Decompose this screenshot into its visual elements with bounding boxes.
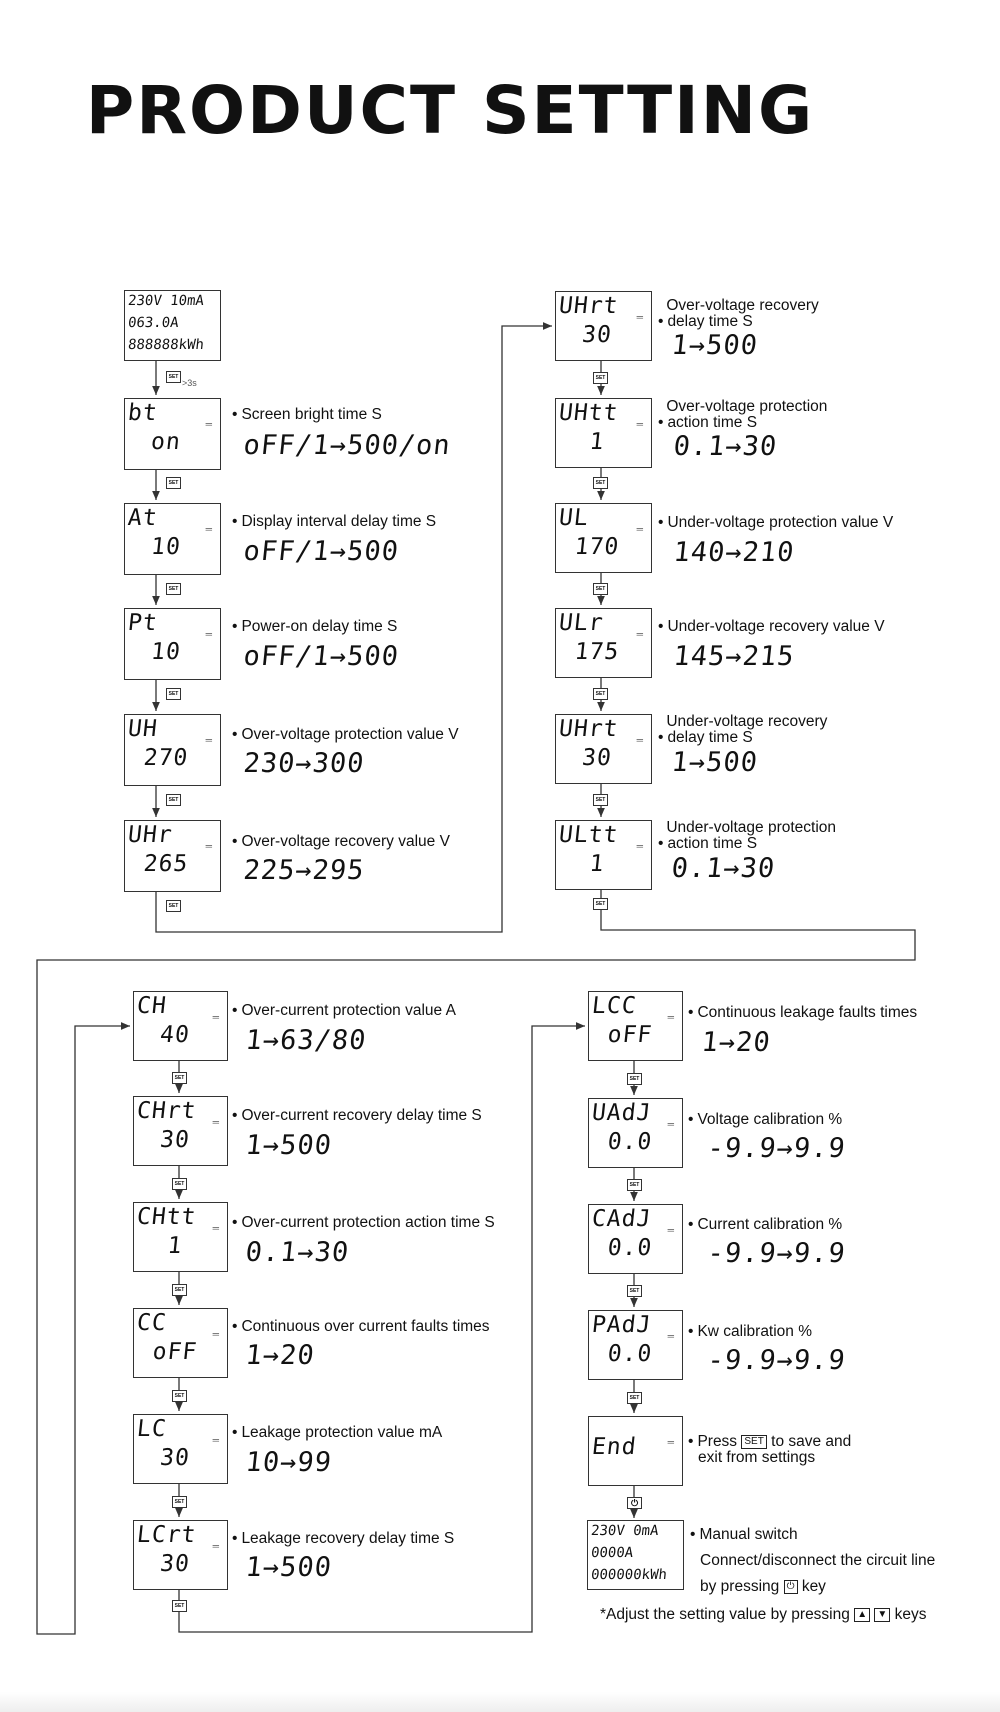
menu-symbol: ═ (636, 841, 643, 851)
label-uh: • Over-voltage protection value V (232, 726, 459, 743)
label-uhrt-1: Over-voltage recovery • delay time S (658, 297, 819, 330)
value-uhr: 225→295 (242, 855, 367, 886)
label-end: • Press SET to save and exit from settings (688, 1433, 852, 1466)
lcd-code: UL (557, 505, 591, 531)
set-key-icon: SET (593, 372, 608, 384)
lcd-code: bt (126, 400, 160, 426)
lcd-value: oFF (606, 1022, 654, 1048)
lcd-cc (133, 1308, 228, 1378)
set-key-icon: SET (172, 1284, 187, 1296)
lcd-value: 1 (588, 851, 606, 877)
value-ultt: 0.1→30 (670, 853, 777, 884)
lcd-end (588, 1416, 683, 1486)
value-chtt: 0.1→30 (244, 1237, 351, 1268)
menu-symbol: ═ (212, 1541, 219, 1551)
lcd-at (124, 503, 221, 575)
lcd-ulr (555, 608, 652, 678)
value-lc: 10→99 (244, 1447, 334, 1478)
value-cc: 1→20 (244, 1340, 317, 1371)
lcd-value: 0.0 (606, 1129, 654, 1155)
home-row3: 888888kWh (127, 337, 205, 353)
menu-symbol: ═ (636, 419, 643, 429)
set-key-icon: SET (593, 583, 608, 595)
page-title: PRODUCT SETTING (85, 72, 815, 149)
lcd-value: 40 (158, 1022, 192, 1048)
value-at: oFF/1→500 (242, 536, 401, 567)
lcd-value: 30 (158, 1551, 192, 1577)
lcd-code: UHrt (557, 293, 620, 319)
value-ul: 140→210 (672, 537, 797, 568)
value-uadj: -9.9→9.9 (706, 1133, 848, 1164)
label-ul: • Under-voltage protection value V (658, 514, 894, 531)
menu-symbol: ═ (667, 1331, 674, 1341)
manual-row1: 230V 0mA (590, 1523, 660, 1539)
value-uhtt-1: 0.1→30 (672, 431, 779, 462)
label-cc: • Continuous over current faults times (232, 1318, 490, 1335)
lcd-value: on (149, 429, 183, 455)
lcd-code: CAdJ (590, 1206, 653, 1232)
lcd-code: ULr (557, 610, 605, 636)
lcd-uhrt-2 (555, 714, 652, 784)
lcd-code: LCC (590, 993, 638, 1019)
lcd-value: 30 (158, 1445, 192, 1471)
lcd-code: LCrt (135, 1522, 198, 1548)
lcd-cadj (588, 1204, 683, 1274)
lcd-value: 1 (588, 429, 606, 455)
lcd-code: PAdJ (590, 1312, 653, 1338)
lcd-value: 30 (580, 745, 614, 771)
lcd-value: 30 (580, 322, 614, 348)
manual-row2: 0000A (590, 1545, 634, 1561)
power-key-icon: ⏻ (784, 1580, 798, 1594)
lcd-code: End (590, 1434, 638, 1460)
power-key-icon: ⏻ (627, 1497, 642, 1509)
label-lcc: • Continuous leakage faults times (688, 1004, 918, 1021)
lcd-code: ULtt (557, 822, 620, 848)
set-key-icon: SET (166, 477, 181, 489)
lcd-uhr (124, 820, 221, 892)
menu-symbol: ═ (212, 1223, 219, 1233)
lcd-padj (588, 1310, 683, 1380)
menu-symbol: ═ (205, 419, 212, 429)
set-key-icon: SET (593, 794, 608, 806)
label-uhtt-1: Over-voltage protection • action time S (658, 398, 828, 431)
lcd-pt (124, 608, 221, 680)
lcd-value: 265 (142, 851, 190, 877)
manual-display (587, 1520, 684, 1590)
lcd-value: 175 (573, 639, 621, 665)
lcd-ul (555, 503, 652, 573)
lcd-lcrt (133, 1520, 228, 1590)
set-key-icon: SET (166, 900, 181, 912)
value-uhrt-2: 1→500 (670, 747, 760, 778)
menu-symbol: ═ (667, 1119, 674, 1129)
home-row2: 063.0A (127, 315, 180, 331)
value-bt: oFF/1→500/on (242, 430, 453, 461)
lcd-uhrt-1 (555, 291, 652, 361)
lcd-chtt (133, 1202, 228, 1272)
lcd-code: Pt (126, 610, 160, 636)
set-key-icon: SET (593, 477, 608, 489)
lcd-code: UHr (126, 822, 174, 848)
menu-symbol: ═ (205, 629, 212, 639)
label-chtt: • Over-current protection action time S (232, 1214, 495, 1231)
footnote: *Adjust the setting value by pressing ▲ ▼ keys (600, 1606, 927, 1623)
set-key-icon: SET (166, 794, 181, 806)
lcd-value: oFF (151, 1339, 199, 1365)
label-padj: • Kw calibration % (688, 1323, 813, 1340)
lcd-lc (133, 1414, 228, 1484)
value-ulr: 145→215 (672, 641, 797, 672)
set-key-icon: SET (172, 1178, 187, 1190)
lcd-code: CC (135, 1310, 169, 1336)
lcd-ch (133, 991, 228, 1061)
lcd-code: UAdJ (590, 1100, 653, 1126)
manual-row3: 000000kWh (590, 1567, 668, 1583)
label-bt: • Screen bright time S (232, 406, 382, 423)
menu-symbol: ═ (636, 312, 643, 322)
value-lcrt: 1→500 (244, 1552, 334, 1583)
label-uhrt-2: Under-voltage recovery • delay time S (658, 713, 828, 746)
set-key-icon: SET (172, 1390, 187, 1402)
lcd-code: UHtt (557, 400, 620, 426)
set-key-icon: SET (172, 1600, 187, 1612)
value-uhrt-1: 1→500 (670, 330, 760, 361)
lcd-value: 270 (142, 745, 190, 771)
hold-time: >3s (182, 378, 197, 388)
label-ultt: Under-voltage protection • action time S (658, 819, 837, 852)
label-uhr: • Over-voltage recovery value V (232, 833, 450, 850)
set-key-icon: SET (593, 898, 608, 910)
set-key-icon: SET (166, 688, 181, 700)
set-key-icon: SET (172, 1072, 187, 1084)
up-key-icon: ▲ (854, 1608, 870, 1622)
lcd-code: CHrt (135, 1098, 198, 1124)
lcd-code: At (126, 505, 160, 531)
set-key-icon: SET (593, 688, 608, 700)
value-chrt: 1→500 (244, 1130, 334, 1161)
menu-symbol: ═ (667, 1437, 674, 1447)
menu-symbol: ═ (212, 1012, 219, 1022)
lcd-value: 0.0 (606, 1341, 654, 1367)
set-key-icon: SET (172, 1496, 187, 1508)
label-cadj: • Current calibration % (688, 1216, 843, 1233)
label-at: • Display interval delay time S (232, 513, 437, 530)
menu-symbol: ═ (205, 524, 212, 534)
footer-shade (0, 1692, 1000, 1712)
value-uh: 230→300 (242, 748, 367, 779)
home-row1: 230V 10mA (127, 293, 205, 309)
lcd-value: 10 (149, 534, 183, 560)
label-ch: • Over-current protection value A (232, 1002, 456, 1019)
lcd-bt (124, 398, 221, 470)
lcd-code: LC (135, 1416, 169, 1442)
menu-symbol: ═ (212, 1435, 219, 1445)
lcd-code: CHtt (135, 1204, 198, 1230)
label-lc: • Leakage protection value mA (232, 1424, 443, 1441)
value-lcc: 1→20 (700, 1027, 773, 1058)
label-chrt: • Over-current recovery delay time S (232, 1107, 482, 1124)
lcd-lcc (588, 991, 683, 1061)
set-key-icon: SET (741, 1435, 766, 1449)
lcd-uhtt-1 (555, 398, 652, 468)
down-key-icon: ▼ (874, 1608, 890, 1622)
label-uadj: • Voltage calibration % (688, 1111, 843, 1128)
set-key-icon: SET (627, 1073, 642, 1085)
lcd-value: 30 (158, 1127, 192, 1153)
value-pt: oFF/1→500 (242, 641, 401, 672)
set-key-icon: SET (627, 1285, 642, 1297)
menu-symbol: ═ (205, 735, 212, 745)
label-lcrt: • Leakage recovery delay time S (232, 1530, 455, 1547)
lcd-uh (124, 714, 221, 786)
set-key-icon: SET (166, 583, 181, 595)
label-ulr: • Under-voltage recovery value V (658, 618, 885, 635)
menu-symbol: ═ (636, 524, 643, 534)
lcd-code: UHrt (557, 716, 620, 742)
value-cadj: -9.9→9.9 (706, 1238, 848, 1269)
home-display (124, 290, 221, 361)
label-pt: • Power-on delay time S (232, 618, 398, 635)
set-key-icon: SET (627, 1179, 642, 1191)
set-key-icon: SET (627, 1392, 642, 1404)
menu-symbol: ═ (205, 841, 212, 851)
lcd-chrt (133, 1096, 228, 1166)
menu-symbol: ═ (636, 735, 643, 745)
lcd-value: 10 (149, 639, 183, 665)
label-manual: • Manual switch Connect/disconnect the circuit line by pressing ⏻ key (690, 1526, 936, 1595)
menu-symbol: ═ (212, 1329, 219, 1339)
menu-symbol: ═ (667, 1012, 674, 1022)
lcd-uadj (588, 1098, 683, 1168)
set-key-icon: SET (166, 371, 181, 383)
lcd-value: 1 (166, 1233, 184, 1259)
lcd-code: UH (126, 716, 160, 742)
lcd-code: CH (135, 993, 169, 1019)
value-ch: 1→63/80 (244, 1025, 369, 1056)
menu-symbol: ═ (212, 1117, 219, 1127)
lcd-value: 0.0 (606, 1235, 654, 1261)
lcd-ultt (555, 820, 652, 890)
menu-symbol: ═ (636, 629, 643, 639)
lcd-value: 170 (573, 534, 621, 560)
value-padj: -9.9→9.9 (706, 1345, 848, 1376)
menu-symbol: ═ (667, 1225, 674, 1235)
